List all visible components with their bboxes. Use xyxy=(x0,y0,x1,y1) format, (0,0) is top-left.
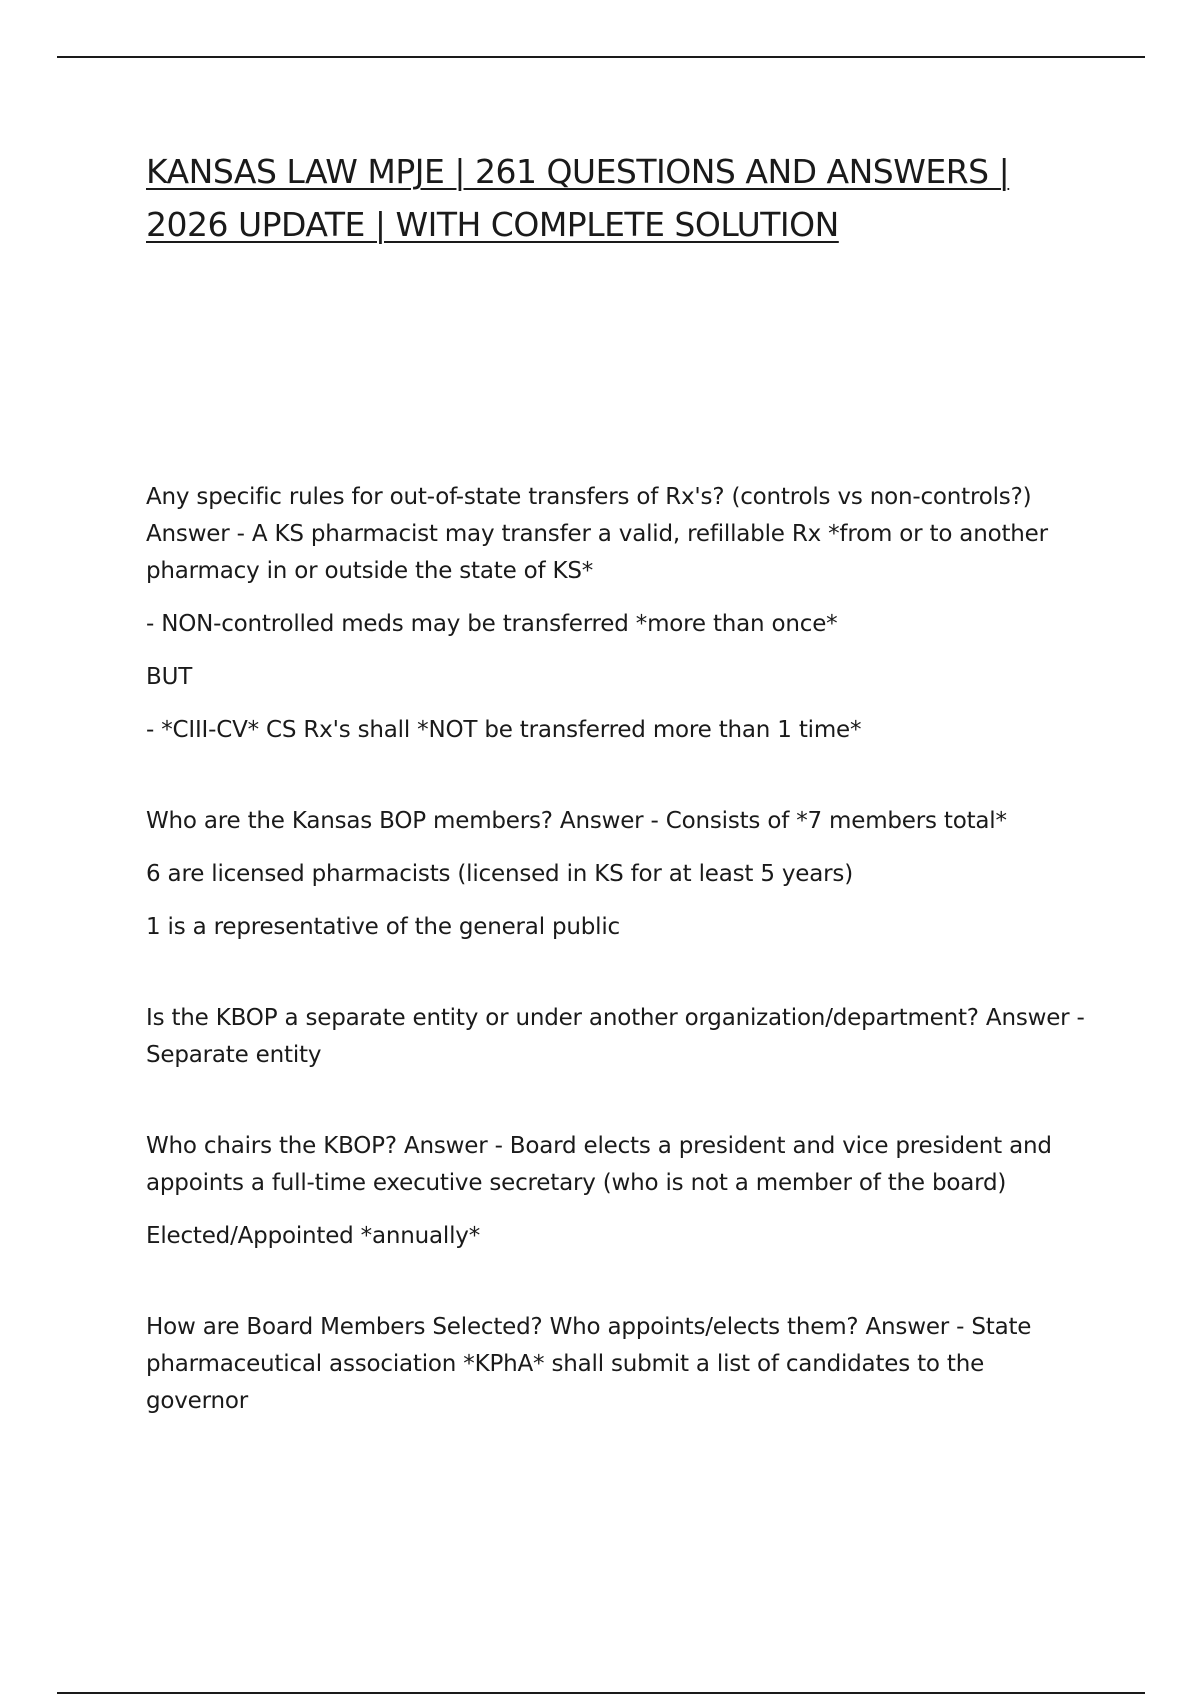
qa-item xyxy=(146,479,1086,749)
qa-detail: Elected/Appointed *annually* xyxy=(146,1223,480,1249)
title-line-2: 2026 UPDATE | WITH COMPLETE SOLUTION xyxy=(146,205,839,244)
qa-detail: 6 are licensed pharmacists (licensed in KS for at least 5 years) xyxy=(146,861,853,887)
qa-question: Any specific rules for out-of-state transfers of Rx's? (controls vs non-controls?) Answer - A KS pharmacist may transfer a valid, refillable Rx *from or to another pharmacy in or outside the state of KS* xyxy=(146,484,1048,584)
document-title xyxy=(146,145,1066,251)
qa-detail: BUT xyxy=(146,664,193,690)
qa-detail: - NON-controlled meds may be transferred *more than once* xyxy=(146,611,838,637)
title-line-1: KANSAS LAW MPJE | 261 QUESTIONS AND ANSWERS | xyxy=(146,152,1010,191)
qa-item xyxy=(146,1128,1086,1255)
qa-question: How are Board Members Selected? Who appoints/elects them? Answer - State pharmaceutical association *KPhA* shall submit a list of candidates to the governor xyxy=(146,1314,1032,1414)
qa-item xyxy=(146,803,1086,946)
top-rule xyxy=(57,56,1145,58)
qa-detail: - *CIII-CV* CS Rx's shall *NOT be transferred more than 1 time* xyxy=(146,717,862,743)
qa-question: Who are the Kansas BOP members? Answer - Consists of *7 members total* xyxy=(146,808,1007,834)
qa-item xyxy=(146,1309,1086,1420)
qa-question: Is the KBOP a separate entity or under another organization/department? Answer - Separate entity xyxy=(146,1005,1085,1068)
qa-question: Who chairs the KBOP? Answer - Board elects a president and vice president and appoints a full-time executive secretary (who is not a member of the board) xyxy=(146,1133,1052,1196)
qa-item xyxy=(146,1000,1086,1074)
qa-detail: 1 is a representative of the general public xyxy=(146,914,621,940)
qa-list xyxy=(146,479,1086,1436)
bottom-rule xyxy=(57,1692,1145,1694)
